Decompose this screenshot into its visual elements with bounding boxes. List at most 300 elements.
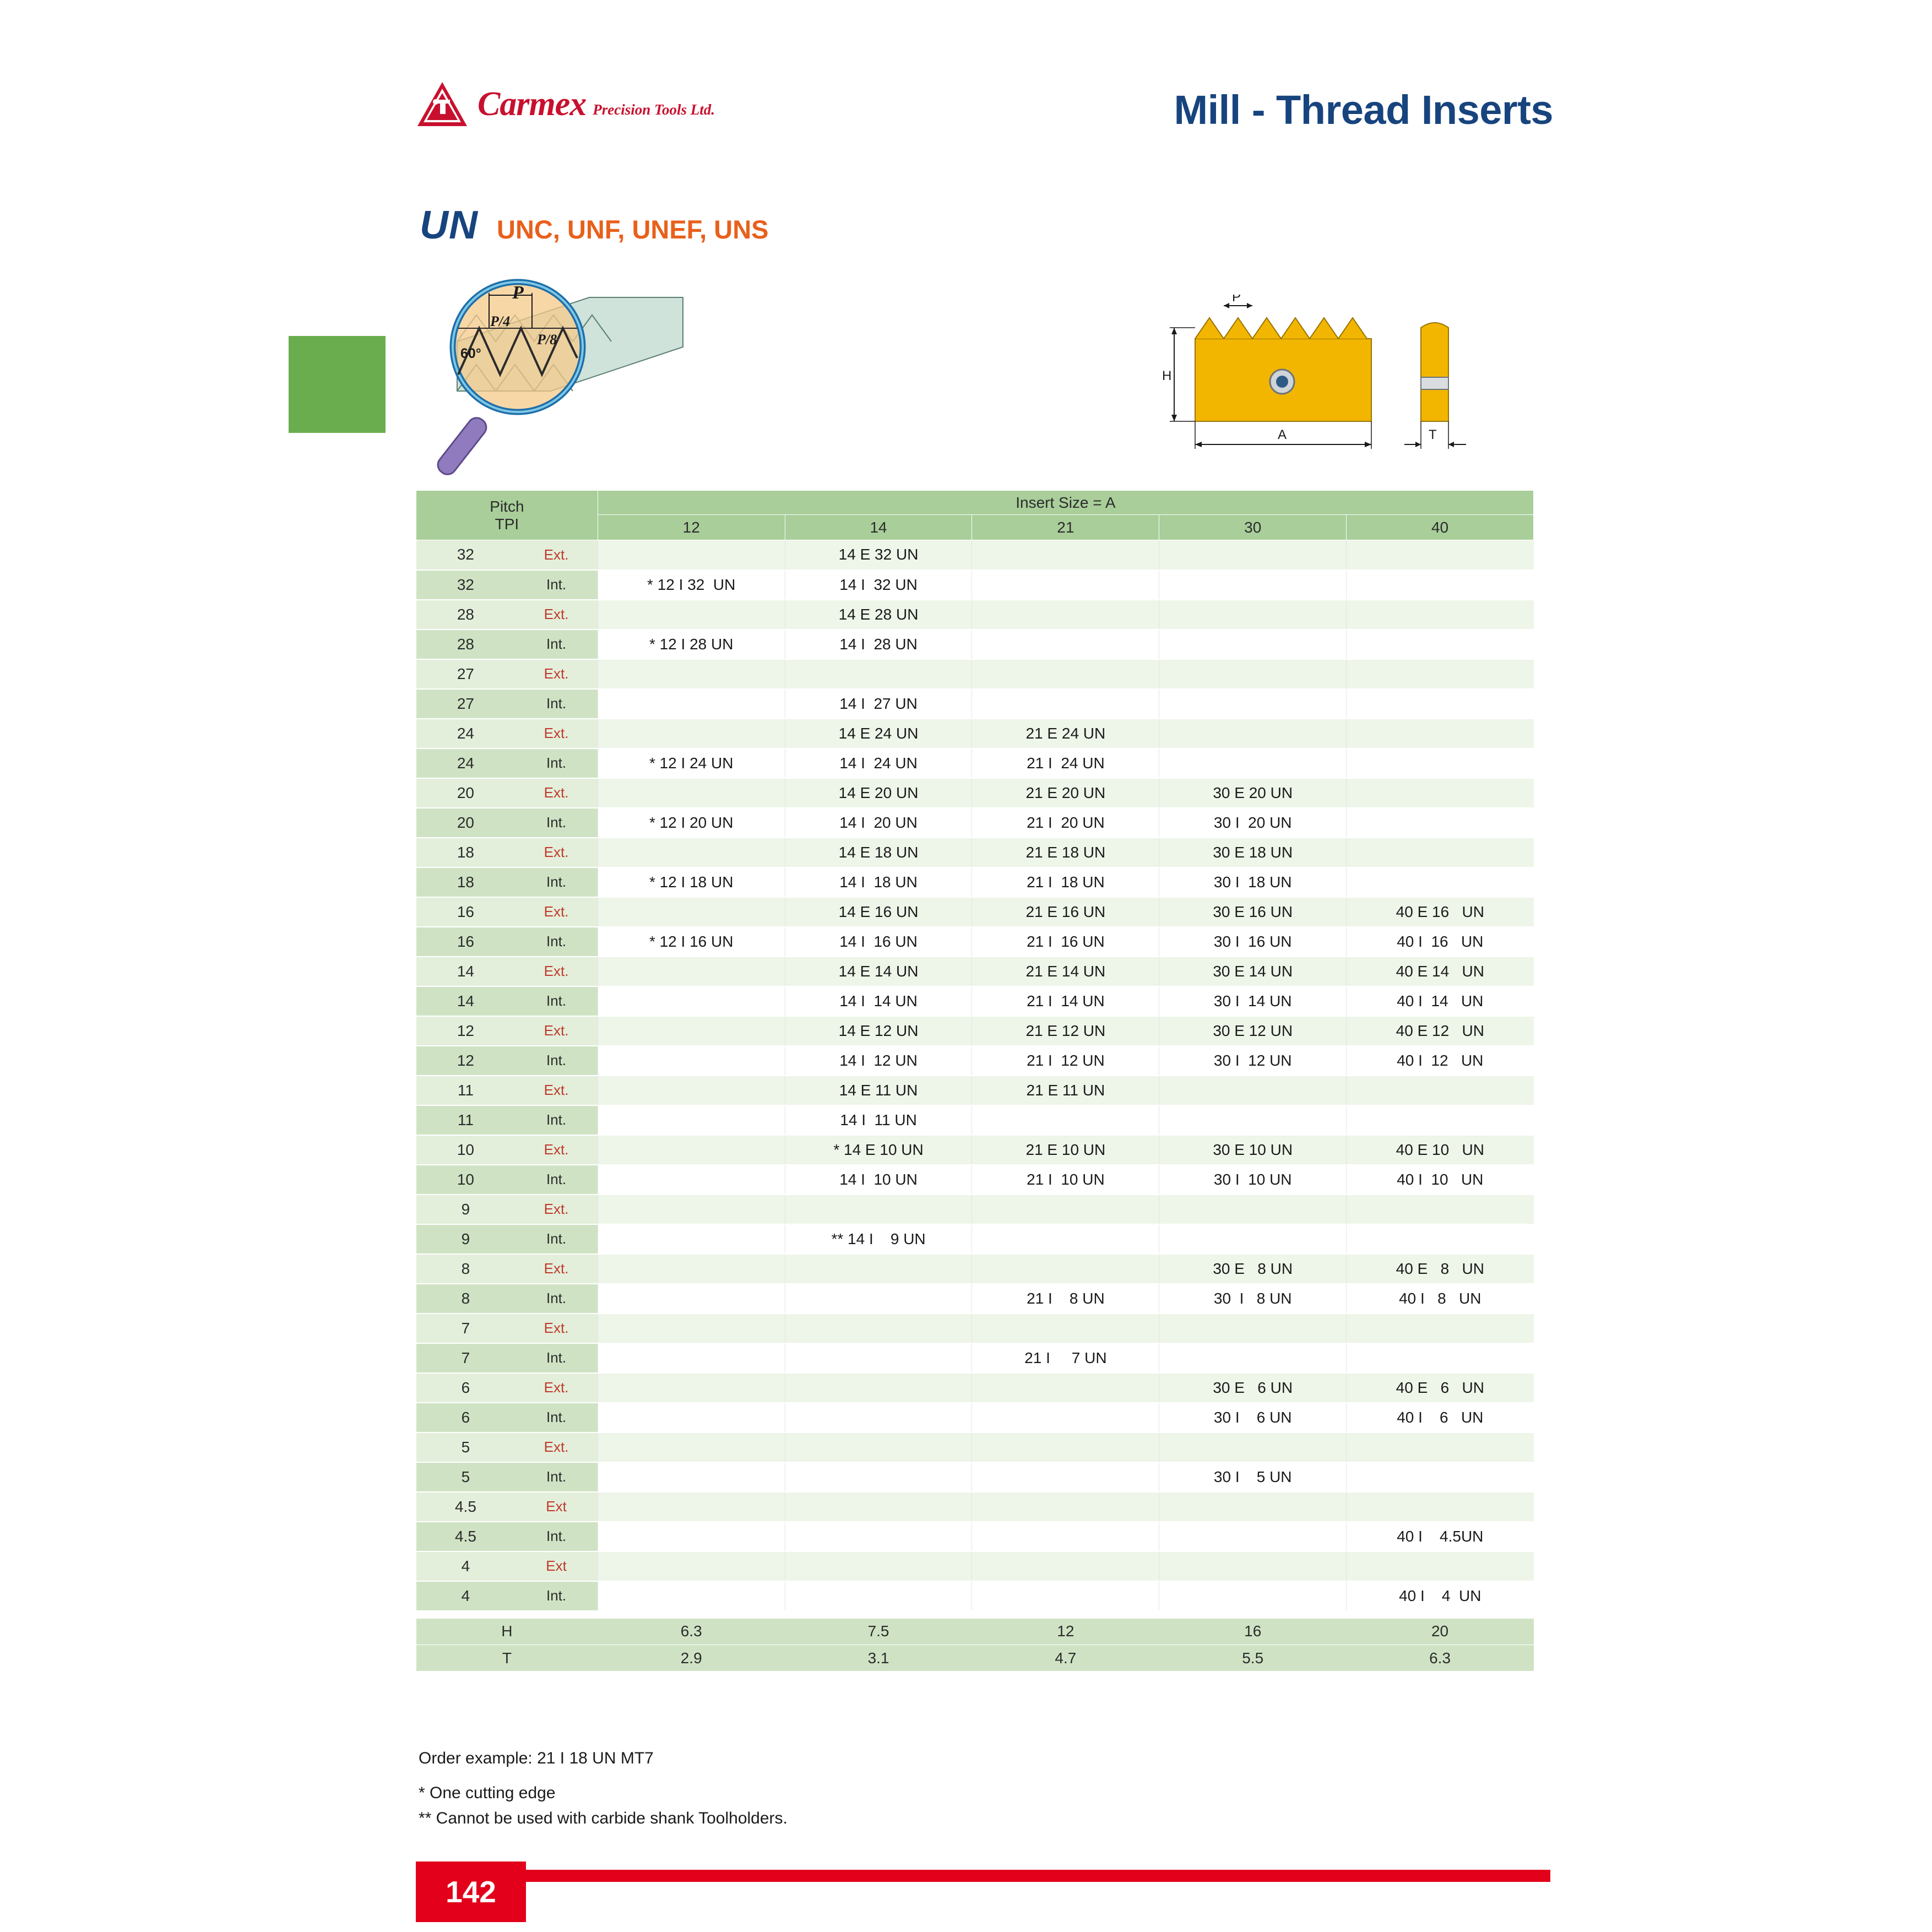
- cell-size-12: [598, 1403, 785, 1432]
- cell-size-30: [1159, 1076, 1347, 1105]
- dim-t-14: 3.1: [785, 1645, 972, 1671]
- cell-size-14: [785, 1432, 972, 1462]
- cell-size-21: 21 I 12 UN: [972, 1046, 1159, 1076]
- table-row: [416, 1016, 1534, 1046]
- cell-size-12: [598, 1254, 785, 1284]
- note-carbide-shank: ** Cannot be used with carbide shank Toolholders.: [419, 1809, 788, 1827]
- cell-size-40: [1347, 1432, 1534, 1462]
- row-tpi: 32: [416, 540, 515, 570]
- cell-size-30: [1159, 1314, 1347, 1343]
- table-row: [416, 838, 1534, 867]
- size-col-12: 12: [598, 515, 785, 540]
- table-row: [416, 1135, 1534, 1165]
- page-number: 142: [416, 1862, 526, 1922]
- row-type: Int.: [515, 867, 598, 897]
- order-example: Order example: 21 I 18 UN MT7: [419, 1749, 654, 1767]
- cell-size-21: 21 I 8 UN: [972, 1284, 1159, 1314]
- row-type: Int.: [515, 570, 598, 600]
- row-type: Int.: [515, 1462, 598, 1492]
- cell-size-30: 30 E 20 UN: [1159, 778, 1347, 808]
- row-tpi: 27: [416, 659, 515, 689]
- dim-h-label: H: [416, 1619, 598, 1645]
- cell-size-14: 14 E 16 UN: [785, 897, 972, 927]
- table-row: [416, 1462, 1534, 1492]
- cell-size-21: [972, 1581, 1159, 1611]
- cell-size-21: [972, 1492, 1159, 1522]
- cell-size-30: [1159, 1551, 1347, 1581]
- row-type: Ext.: [515, 957, 598, 986]
- row-type: Ext: [515, 1551, 598, 1581]
- cell-size-21: [972, 1195, 1159, 1224]
- cell-size-14: [785, 1522, 972, 1551]
- row-tpi: 4.5: [416, 1522, 515, 1551]
- table-row: [416, 1373, 1534, 1403]
- row-type: Int.: [515, 748, 598, 778]
- cell-size-40: 40 E 10 UN: [1347, 1135, 1534, 1165]
- cell-size-14: [785, 1254, 972, 1284]
- cell-size-40: 40 E 14 UN: [1347, 957, 1534, 986]
- cell-size-21: [972, 629, 1159, 659]
- row-type: Ext.: [515, 719, 598, 748]
- cell-size-12: [598, 1135, 785, 1165]
- cell-size-21: 21 E 20 UN: [972, 778, 1159, 808]
- cell-size-14: [785, 1462, 972, 1492]
- cell-size-14: 14 I 10 UN: [785, 1165, 972, 1195]
- cell-size-21: [972, 659, 1159, 689]
- cell-size-30: 30 I 6 UN: [1159, 1403, 1347, 1432]
- size-col-40: 40: [1347, 515, 1534, 540]
- cell-size-40: [1347, 1224, 1534, 1254]
- cell-size-14: [785, 1195, 972, 1224]
- row-tpi: 6: [416, 1373, 515, 1403]
- row-type: Int.: [515, 808, 598, 838]
- cell-size-40: [1347, 1195, 1534, 1224]
- cell-size-12: [598, 1016, 785, 1046]
- cell-size-40: [1347, 659, 1534, 689]
- cell-size-40: 40 I 6 UN: [1347, 1403, 1534, 1432]
- cell-size-21: 21 E 14 UN: [972, 957, 1159, 986]
- row-tpi: 11: [416, 1076, 515, 1105]
- cell-size-12: [598, 1076, 785, 1105]
- cell-size-12: [598, 1284, 785, 1314]
- table-row: [416, 808, 1534, 838]
- row-type: Ext.: [515, 1135, 598, 1165]
- dim-h-30: 16: [1159, 1619, 1347, 1645]
- cell-size-30: [1159, 1492, 1347, 1522]
- pitch-header: [416, 491, 598, 540]
- dim-h-21: 12: [972, 1619, 1159, 1645]
- cell-size-12: [598, 1165, 785, 1195]
- table-row: [416, 778, 1534, 808]
- cell-size-21: [972, 540, 1159, 570]
- decorative-green-square: [289, 336, 386, 433]
- table-row: [416, 1432, 1534, 1462]
- cell-size-14: 14 E 28 UN: [785, 600, 972, 629]
- row-tpi: 10: [416, 1135, 515, 1165]
- cell-size-14: [785, 1551, 972, 1581]
- cell-size-40: [1347, 867, 1534, 897]
- brand-tagline: Precision Tools Ltd.: [593, 101, 715, 118]
- row-tpi: 32: [416, 570, 515, 600]
- cell-size-30: [1159, 659, 1347, 689]
- cell-size-14: [785, 1403, 972, 1432]
- cell-size-21: 21 I 24 UN: [972, 748, 1159, 778]
- svg-text:P/4: P/4: [490, 313, 511, 329]
- table-row: [416, 629, 1534, 659]
- cell-size-30: 30 E 16 UN: [1159, 897, 1347, 927]
- table-row: [416, 1195, 1534, 1224]
- cell-size-30: 30 E 18 UN: [1159, 838, 1347, 867]
- footer-rule: [416, 1870, 1550, 1882]
- cell-size-40: [1347, 1343, 1534, 1373]
- cell-size-30: 30 I 14 UN: [1159, 986, 1347, 1016]
- row-type: Ext: [515, 1492, 598, 1522]
- cell-size-12: [598, 1373, 785, 1403]
- row-type: Int.: [515, 1522, 598, 1551]
- table-row: [416, 897, 1534, 927]
- table-row: [416, 1551, 1534, 1581]
- thread-standards: UNC, UNF, UNEF, UNS: [497, 215, 769, 244]
- page-title: Mill - Thread Inserts: [1174, 87, 1553, 133]
- cell-size-14: [785, 1343, 972, 1373]
- row-type: Int.: [515, 629, 598, 659]
- row-tpi: 4: [416, 1581, 515, 1611]
- row-type: Ext.: [515, 778, 598, 808]
- cell-size-14: 14 E 14 UN: [785, 957, 972, 986]
- cell-size-12: * 12 I 16 UN: [598, 927, 785, 957]
- cell-size-21: 21 E 11 UN: [972, 1076, 1159, 1105]
- cell-size-40: 40 E 16 UN: [1347, 897, 1534, 927]
- cell-size-21: 21 I 20 UN: [972, 808, 1159, 838]
- cell-size-40: [1347, 600, 1534, 629]
- cell-size-14: 14 E 11 UN: [785, 1076, 972, 1105]
- note-one-cutting-edge: * One cutting edge: [419, 1783, 556, 1802]
- table-row: [416, 1165, 1534, 1195]
- cell-size-14: 14 I 20 UN: [785, 808, 972, 838]
- row-type: Ext.: [515, 838, 598, 867]
- row-type: Ext.: [515, 1432, 598, 1462]
- dim-row-h: [416, 1619, 1534, 1645]
- cell-size-12: [598, 1581, 785, 1611]
- cell-size-30: [1159, 1105, 1347, 1135]
- cell-size-12: [598, 1343, 785, 1373]
- table-row: [416, 748, 1534, 778]
- cell-size-12: [598, 1195, 785, 1224]
- table-row: [416, 570, 1534, 600]
- cell-size-40: [1347, 808, 1534, 838]
- table-row: [416, 719, 1534, 748]
- cell-size-40: [1347, 1551, 1534, 1581]
- cell-size-40: 40 I 4.5UN: [1347, 1522, 1534, 1551]
- notes-block: [419, 1746, 788, 1832]
- cell-size-21: [972, 1105, 1159, 1135]
- cell-size-21: [972, 1403, 1159, 1432]
- cell-size-40: [1347, 778, 1534, 808]
- cell-size-21: 21 E 16 UN: [972, 897, 1159, 927]
- row-type: Ext.: [515, 1314, 598, 1343]
- cell-size-14: 14 E 20 UN: [785, 778, 972, 808]
- cell-size-12: * 12 I 24 UN: [598, 748, 785, 778]
- cell-size-21: [972, 1462, 1159, 1492]
- row-type: Int.: [515, 1403, 598, 1432]
- row-tpi: 14: [416, 986, 515, 1016]
- cell-size-21: [972, 1224, 1159, 1254]
- dim-t-label: T: [416, 1645, 598, 1671]
- table-row: [416, 1343, 1534, 1373]
- cell-size-40: [1347, 1076, 1534, 1105]
- cell-size-40: 40 I 10 UN: [1347, 1165, 1534, 1195]
- cell-size-21: [972, 689, 1159, 719]
- cell-size-14: 14 E 12 UN: [785, 1016, 972, 1046]
- cell-size-30: 30 I 5 UN: [1159, 1462, 1347, 1492]
- row-tpi: 4.5: [416, 1492, 515, 1522]
- cell-size-12: * 12 I 20 UN: [598, 808, 785, 838]
- table-row: [416, 1254, 1534, 1284]
- page-header: [416, 74, 1553, 146]
- cell-size-30: [1159, 1522, 1347, 1551]
- cell-size-21: 21 I 14 UN: [972, 986, 1159, 1016]
- cell-size-12: [598, 778, 785, 808]
- cell-size-14: 14 I 24 UN: [785, 748, 972, 778]
- cell-size-40: [1347, 1314, 1534, 1343]
- svg-text:P: P: [1232, 295, 1241, 305]
- cell-size-40: [1347, 570, 1534, 600]
- cell-size-40: [1347, 748, 1534, 778]
- row-type: Ext.: [515, 1076, 598, 1105]
- table-row: [416, 986, 1534, 1016]
- pitch-header-line1: Pitch: [490, 497, 524, 515]
- cell-size-12: [598, 659, 785, 689]
- table-row: [416, 867, 1534, 897]
- cell-size-40: [1347, 838, 1534, 867]
- cell-size-30: 30 E 6 UN: [1159, 1373, 1347, 1403]
- row-type: Ext.: [515, 540, 598, 570]
- table-header-row: [416, 491, 1534, 515]
- cell-size-30: 30 E 8 UN: [1159, 1254, 1347, 1284]
- table-row: [416, 1224, 1534, 1254]
- cell-size-21: 21 E 18 UN: [972, 838, 1159, 867]
- cell-size-12: [598, 838, 785, 867]
- cell-size-12: [598, 986, 785, 1016]
- cell-size-30: 30 I 10 UN: [1159, 1165, 1347, 1195]
- size-col-30: 30: [1159, 515, 1347, 540]
- cell-size-12: [598, 719, 785, 748]
- cell-size-30: 30 I 18 UN: [1159, 867, 1347, 897]
- cell-size-40: 40 I 12 UN: [1347, 1046, 1534, 1076]
- row-type: Int.: [515, 1105, 598, 1135]
- row-type: Int.: [515, 986, 598, 1016]
- cell-size-12: [598, 1224, 785, 1254]
- brand-name: Carmex: [477, 85, 587, 123]
- row-tpi: 6: [416, 1403, 515, 1432]
- cell-size-14: [785, 1373, 972, 1403]
- cell-size-14: 14 I 11 UN: [785, 1105, 972, 1135]
- table-row: [416, 1046, 1534, 1076]
- cell-size-30: [1159, 1195, 1347, 1224]
- cell-size-40: 40 I 14 UN: [1347, 986, 1534, 1016]
- carmex-triangle-icon: [416, 80, 469, 128]
- insert-size-header: Insert Size = A: [598, 491, 1533, 515]
- cell-size-12: [598, 1105, 785, 1135]
- row-type: Ext.: [515, 1016, 598, 1046]
- cell-size-21: [972, 600, 1159, 629]
- dim-t-12: 2.9: [598, 1645, 785, 1671]
- cell-size-21: 21 E 24 UN: [972, 719, 1159, 748]
- table-row: [416, 659, 1534, 689]
- cell-size-40: 40 I 16 UN: [1347, 927, 1534, 957]
- size-col-21: 21: [972, 515, 1159, 540]
- cell-size-12: [598, 1492, 785, 1522]
- cell-size-30: [1159, 748, 1347, 778]
- cell-size-12: [598, 600, 785, 629]
- row-tpi: 8: [416, 1254, 515, 1284]
- cell-size-40: [1347, 629, 1534, 659]
- cell-size-21: 21 E 12 UN: [972, 1016, 1159, 1046]
- svg-text:60°: 60°: [460, 346, 481, 361]
- cell-size-21: 21 I 16 UN: [972, 927, 1159, 957]
- cell-size-12: * 12 I 28 UN: [598, 629, 785, 659]
- row-tpi: 24: [416, 748, 515, 778]
- thread-profile-illustration: [424, 275, 721, 490]
- cell-size-21: 21 E 10 UN: [972, 1135, 1159, 1165]
- cell-size-21: 21 I 7 UN: [972, 1343, 1159, 1373]
- cell-size-30: [1159, 540, 1347, 570]
- insert-dimension-illustration: [1162, 295, 1559, 482]
- table-footer: [416, 1611, 1534, 1671]
- row-tpi: 16: [416, 897, 515, 927]
- row-tpi: 5: [416, 1462, 515, 1492]
- dim-row-t: [416, 1645, 1534, 1671]
- cell-size-12: [598, 1046, 785, 1076]
- dim-t-21: 4.7: [972, 1645, 1159, 1671]
- cell-size-12: [598, 1462, 785, 1492]
- cell-size-40: [1347, 540, 1534, 570]
- table-row: [416, 927, 1534, 957]
- row-tpi: 24: [416, 719, 515, 748]
- row-tpi: 8: [416, 1284, 515, 1314]
- cell-size-30: [1159, 1224, 1347, 1254]
- cell-size-40: [1347, 1105, 1534, 1135]
- cell-size-14: ** 14 I 9 UN: [785, 1224, 972, 1254]
- table-row: [416, 1403, 1534, 1432]
- table-row: [416, 1581, 1534, 1611]
- row-tpi: 10: [416, 1165, 515, 1195]
- table-body: [416, 540, 1534, 1611]
- row-type: Ext.: [515, 1254, 598, 1284]
- cell-size-30: 30 I 12 UN: [1159, 1046, 1347, 1076]
- svg-text:H: H: [1162, 368, 1172, 383]
- row-type: Int.: [515, 927, 598, 957]
- row-type: Int.: [515, 1165, 598, 1195]
- table-row: [416, 600, 1534, 629]
- svg-text:A: A: [1278, 427, 1287, 442]
- cell-size-30: [1159, 570, 1347, 600]
- cell-size-14: 14 I 18 UN: [785, 867, 972, 897]
- cell-size-21: [972, 1314, 1159, 1343]
- cell-size-12: * 12 I 32 UN: [598, 570, 785, 600]
- dim-t-30: 5.5: [1159, 1645, 1347, 1671]
- dim-h-14: 7.5: [785, 1619, 972, 1645]
- cell-size-12: [598, 540, 785, 570]
- row-tpi: 28: [416, 600, 515, 629]
- cell-size-30: 30 E 12 UN: [1159, 1016, 1347, 1046]
- section-heading: [420, 203, 769, 248]
- row-tpi: 12: [416, 1046, 515, 1076]
- table-row: [416, 957, 1534, 986]
- row-type: Int.: [515, 1581, 598, 1611]
- cell-size-30: [1159, 600, 1347, 629]
- row-tpi: 7: [416, 1343, 515, 1373]
- row-type: Int.: [515, 1046, 598, 1076]
- cell-size-12: [598, 1314, 785, 1343]
- cell-size-30: [1159, 1432, 1347, 1462]
- row-tpi: 5: [416, 1432, 515, 1462]
- cell-size-14: 14 I 28 UN: [785, 629, 972, 659]
- size-col-14: 14: [785, 515, 972, 540]
- cell-size-14: 14 E 18 UN: [785, 838, 972, 867]
- dim-h-12: 6.3: [598, 1619, 785, 1645]
- cell-size-14: [785, 1284, 972, 1314]
- cell-size-40: [1347, 689, 1534, 719]
- table-row: [416, 1105, 1534, 1135]
- cell-size-21: [972, 1432, 1159, 1462]
- cell-size-30: 30 E 14 UN: [1159, 957, 1347, 986]
- cell-size-30: 30 I 16 UN: [1159, 927, 1347, 957]
- cell-size-14: 14 I 14 UN: [785, 986, 972, 1016]
- cell-size-40: [1347, 1462, 1534, 1492]
- svg-text:P/8: P/8: [537, 332, 557, 348]
- row-tpi: 4: [416, 1551, 515, 1581]
- cell-size-21: 21 I 10 UN: [972, 1165, 1159, 1195]
- cell-size-30: 30 I 8 UN: [1159, 1284, 1347, 1314]
- cell-size-30: [1159, 719, 1347, 748]
- row-type: Ext.: [515, 897, 598, 927]
- row-tpi: 28: [416, 629, 515, 659]
- row-type: Ext.: [515, 659, 598, 689]
- cell-size-14: [785, 659, 972, 689]
- cell-size-12: [598, 689, 785, 719]
- cell-size-40: 40 I 4 UN: [1347, 1581, 1534, 1611]
- table-row: [416, 1076, 1534, 1105]
- row-tpi: 9: [416, 1195, 515, 1224]
- cell-size-12: [598, 897, 785, 927]
- svg-text:T: T: [1429, 427, 1437, 442]
- row-type: Ext.: [515, 600, 598, 629]
- pitch-header-line2: TPI: [495, 515, 519, 533]
- cell-size-21: [972, 1254, 1159, 1284]
- row-type: Int.: [515, 1284, 598, 1314]
- table-row: [416, 1314, 1534, 1343]
- cell-size-40: 40 I 8 UN: [1347, 1284, 1534, 1314]
- cell-size-40: 40 E 8 UN: [1347, 1254, 1534, 1284]
- table-row: [416, 540, 1534, 570]
- insert-size-table: [416, 490, 1534, 1671]
- cell-size-14: 14 I 27 UN: [785, 689, 972, 719]
- cell-size-30: [1159, 629, 1347, 659]
- cell-size-14: 14 I 16 UN: [785, 927, 972, 957]
- cell-size-14: [785, 1492, 972, 1522]
- row-type: Int.: [515, 1343, 598, 1373]
- cell-size-14: 14 I 12 UN: [785, 1046, 972, 1076]
- row-tpi: 20: [416, 778, 515, 808]
- row-tpi: 16: [416, 927, 515, 957]
- cell-size-40: [1347, 719, 1534, 748]
- row-type: Int.: [515, 689, 598, 719]
- cell-size-14: * 14 E 10 UN: [785, 1135, 972, 1165]
- row-tpi: 18: [416, 838, 515, 867]
- cell-size-40: 40 E 6 UN: [1347, 1373, 1534, 1403]
- table-row: [416, 1284, 1534, 1314]
